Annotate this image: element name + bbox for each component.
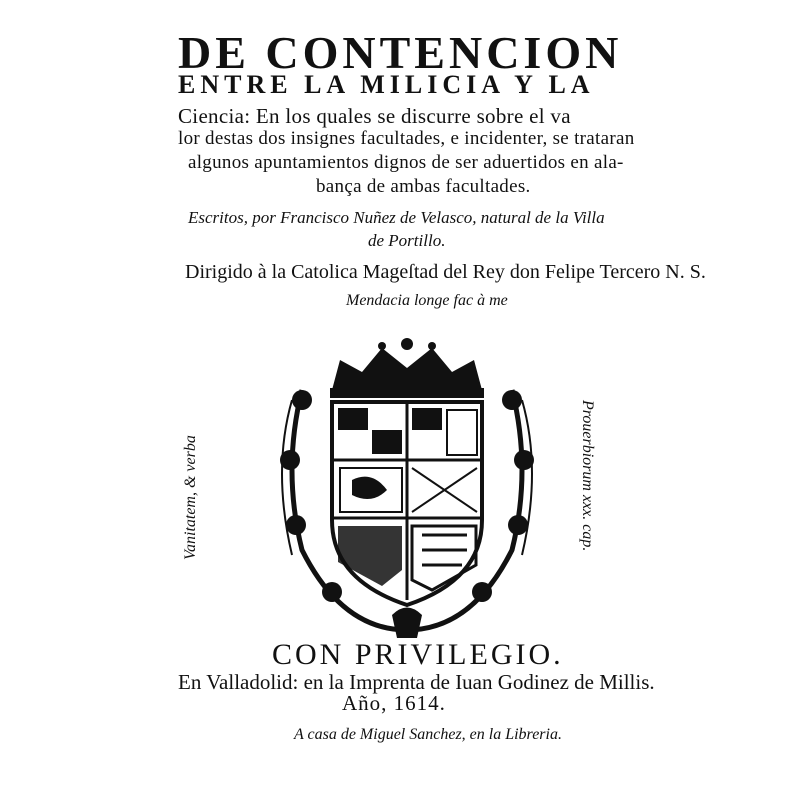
motto: Mendacia longe fac à me xyxy=(346,292,508,309)
title-line-1: DE CONTENCION xyxy=(178,27,623,78)
imprint-year: Año, 1614. xyxy=(342,691,446,715)
author-line-1: Escritos, por Francisco Nuñez de Velasco, natural de la Villa xyxy=(188,208,605,227)
privilege-line: CON PRIVILEGIO. xyxy=(272,638,564,671)
side-text-left: Vanitatem, & verba xyxy=(182,435,199,560)
imprint-line-1: En Valladolid: en la Imprenta de Iuan Godinez de Millis. xyxy=(178,670,655,694)
royal-coat-of-arms-icon xyxy=(262,330,552,640)
body-line-4: bança de ambas facultades. xyxy=(316,176,531,197)
imprint-bookseller: A casa de Miguel Sanchez, en la Libreria. xyxy=(294,726,562,743)
crown-icon xyxy=(330,338,484,398)
body-line-2: lor destas dos insignes facultades, e incidenter, se trataran xyxy=(178,128,635,149)
author-line-2: de Portillo. xyxy=(368,231,446,250)
title-line-2: ENTRE LA MILICIA Y LA xyxy=(178,70,595,99)
shield-icon xyxy=(332,402,482,605)
side-text-right: Prouerbiorum xxx. cap. xyxy=(579,400,596,552)
body-line-1: Ciencia: En los quales se discurre sobre el va xyxy=(178,104,571,128)
body-line-3: algunos apuntamientos dignos de ser aduertidos en ala- xyxy=(188,152,624,173)
dedication: Dirigido à la Catolica Mageſtad del Rey don Felipe Tercero N. S. xyxy=(185,261,706,283)
golden-fleece-icon xyxy=(392,608,422,639)
